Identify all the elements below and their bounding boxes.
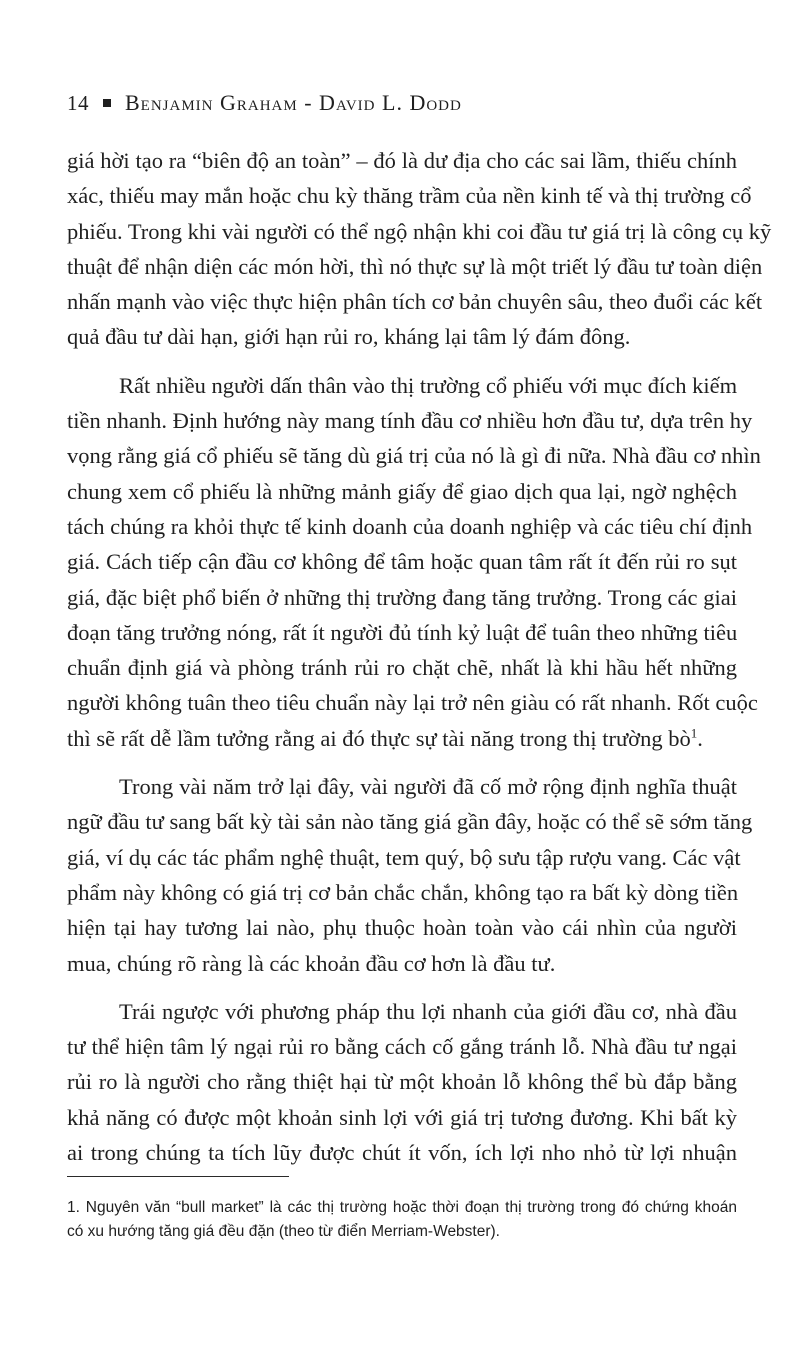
text-line: Trong vài năm trở lại đây, vài người đã cố mở rộng định nghĩa thuật — [119, 774, 737, 800]
body-text — [67, 143, 772, 1183]
paragraph-1 — [67, 143, 772, 355]
page-number: 14 — [67, 90, 89, 115]
footnote-line: 1. Nguyên văn “bull market” là các thị trường hoặc thời đoạn thị trường trong đó chứng khoán — [67, 1199, 737, 1216]
text-line: ngữ đầu tư sang bất kỳ tài sản nào tăng giá gần đây, hoặc có thể sẽ sớm tăng — [67, 809, 753, 835]
text-line: Rất nhiều người dấn thân vào thị trường cổ phiếu với mục đích kiếm — [119, 372, 738, 398]
footnote-line: có xu hướng tăng giá đều đặn (theo từ điển Merriam-Webster). — [67, 1223, 500, 1240]
sentence-end: . — [697, 725, 703, 751]
header-authors: Benjamin Graham - David L. Dodd — [125, 90, 462, 115]
text-line: ai trong chúng ta tích lũy được chút ít vốn, ích lợi nho nhỏ từ lợi nhuận — [67, 1140, 737, 1166]
footnote-reference: 1 — [690, 725, 698, 741]
square-bullet-icon — [103, 99, 111, 107]
text-line: giá, ví dụ các tác phẩm nghệ thuật, tem quý, bộ sưu tập rượu vang. Các vật — [67, 844, 741, 870]
text-line: phẩm này không có giá trị cơ bản chắc chắn, không tạo ra bất kỳ dòng tiền — [67, 879, 739, 905]
text-line: tiền nhanh. Định hướng này mang tính đầu cơ nhiều hơn đầu tư, dựa trên hy — [67, 408, 753, 434]
text-line: hiện tại hay tương lai nào, phụ thuộc hoàn toàn vào cái nhìn của người — [67, 915, 737, 941]
text-line: thuật để nhận diện các món hời, thì nó thực sự là một triết lý đầu tư toàn diện — [67, 253, 763, 279]
text-line-content: thì sẽ rất dễ lầm tưởng rằng ai đó thực sự tài năng trong thị trường bò — [67, 725, 691, 751]
running-header — [67, 90, 462, 116]
text-line: giá hời tạo ra “biên độ an toàn” – đó là dư địa cho các sai lầm, thiếu chính — [67, 148, 737, 173]
paragraph-4 — [67, 994, 737, 1170]
text-line: phiếu. Trong khi vài người có thể ngộ nhận khi coi đầu tư giá trị là công cụ kỹ — [67, 218, 772, 244]
text-line: xác, thiếu may mắn hoặc chu kỳ thăng trầm của nền kinh tế và thị trường cổ — [67, 183, 752, 209]
text-line: đoạn tăng trưởng nóng, rất ít người đủ tính kỷ luật để tuân theo những tiêu — [67, 619, 738, 645]
text-line: giá. Cách tiếp cận đầu cơ không để tâm hoặc quan tâm rất ít đến rủi ro sụt — [67, 549, 737, 575]
text-line: người không tuân theo tiêu chuẩn này lại trở nên giàu có rất nhanh. Rốt cuộc — [67, 690, 758, 716]
text-line: chung xem cổ phiếu là những mảnh giấy để giao dịch qua lại, ngờ nghệch — [67, 478, 737, 504]
text-line: quả đầu tư dài hạn, giới hạn rủi ro, kháng lại tâm lý đám đông. — [67, 324, 631, 350]
text-line: tư thể hiện tâm lý ngại rủi ro bằng cách cố gắng tránh lỗ. Nhà đầu tư ngại — [67, 1034, 737, 1060]
text-line: vọng rằng giá cổ phiếu sẽ tăng dù giá trị của nó là gì đi nữa. Nhà đầu cơ nhìn — [67, 443, 761, 469]
footnote — [67, 1196, 737, 1244]
paragraph-3 — [67, 769, 753, 981]
text-line-with-footnote — [67, 721, 737, 756]
paragraph-2 — [67, 368, 761, 756]
text-line: giá, đặc biệt phổ biến ở những thị trường đang tăng trưởng. Trong các giai — [67, 584, 737, 610]
text-line: mua, chúng rõ ràng là các khoản đầu cơ hơn là đầu tư. — [67, 950, 556, 976]
text-line: tách chúng ra khỏi thực tế kinh doanh của doanh nghiệp và các tiêu chí định — [67, 513, 753, 539]
text-line: khả năng có được một khoản sinh lợi với giá trị tương đương. Khi bất kỳ — [67, 1104, 737, 1130]
footnote-divider — [67, 1176, 289, 1177]
text-line: rủi ro là người cho rằng thiệt hại từ một khoản lỗ không thể bù đắp bằng — [67, 1069, 737, 1095]
text-line: chuẩn định giá và phòng tránh rủi ro chặt chẽ, nhất là khi hầu hết những — [67, 655, 737, 681]
text-line: Trái ngược với phương pháp thu lợi nhanh của giới đầu cơ, nhà đầu — [119, 998, 737, 1024]
text-line: nhấn mạnh vào việc thực hiện phân tích cơ bản chuyên sâu, theo đuổi các kết — [67, 289, 763, 315]
